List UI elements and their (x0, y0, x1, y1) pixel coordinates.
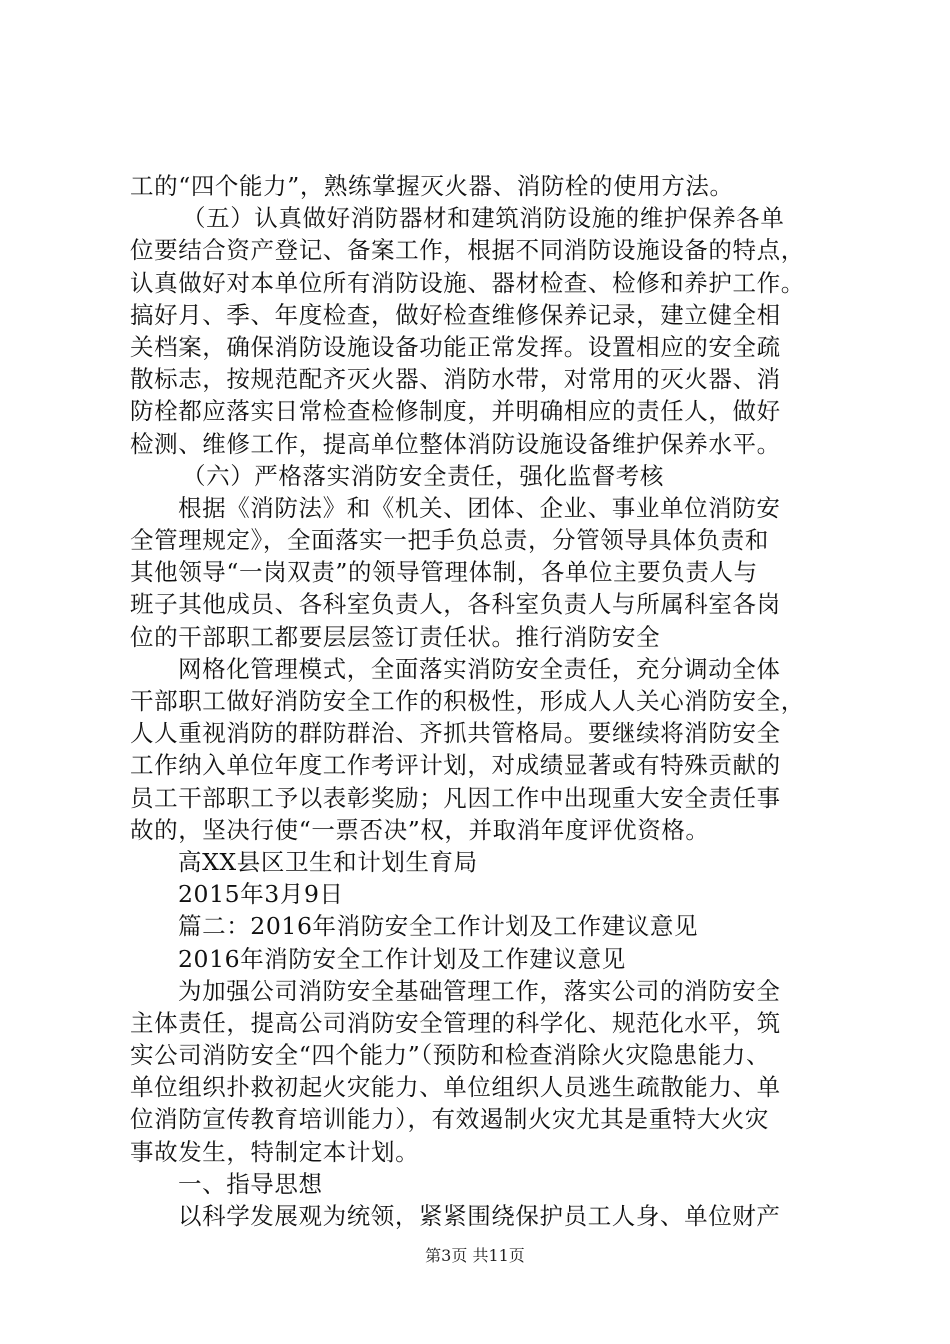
text-line: （五）认真做好消防器材和建筑消防设施的维护保养各单 (182, 204, 785, 233)
document-title: 2016年消防安全工作计划及工作建议意见 (178, 944, 626, 973)
text-line: 检测、维修工作，提高单位整体消防设施设备维护保养水平。 (130, 429, 781, 458)
text-line: 员工干部职工予以表彰奖励；凡因工作中出现重大安全责任事 (130, 783, 781, 812)
text-line: 故的，坚决行使“一票否决”权，并取消年度评优资格。 (130, 815, 710, 844)
text-line: 工作纳入单位年度工作考评计划，对成绩显著或有特殊贡献的 (130, 751, 781, 780)
text-line: 防栓都应落实日常检查检修制度，并明确相应的责任人，做好 (130, 397, 781, 426)
text-line: 干部职工做好消防安全工作的积极性，形成人人关心消防安全， (130, 687, 805, 715)
signature-organization: 高XX县区卫生和计划生育局 (178, 847, 478, 876)
text-line: 班子其他成员、各科室负责人，各科室负责人与所属科室各岗 (130, 590, 781, 619)
text-line: 根据《消防法》和《机关、团体、企业、事业单位消防安 (178, 493, 781, 522)
text-line: 搞好月、季、年度检查，做好检查维修保养记录，建立健全相 (130, 300, 781, 329)
chapter-title: 篇二：2016年消防安全工作计划及工作建议意见 (178, 912, 699, 941)
text-line: 位消防宣传教育培训能力），有效遏制火灾尤其是重特大火灾 (130, 1105, 769, 1134)
text-line: 关档案，确保消防设施设备功能正常发挥。设置相应的安全疏 (130, 332, 781, 361)
text-line: 认真做好对本单位所有消防设施、器材检查、检修和养护工作。 (130, 268, 805, 297)
page-number-footer: 第3页 共11页 (425, 1246, 525, 1265)
document-body (130, 170, 850, 1232)
text-line: 网格化管理模式，全面落实消防安全责任，充分调动全体 (178, 654, 781, 683)
signature-date: 2015年3月9日 (178, 880, 344, 909)
text-line: 主体责任，提高公司消防安全管理的科学化、规范化水平，筑 (130, 1008, 781, 1037)
text-line: 位的干部职工都要层层签订责任状。推行消防安全 (130, 622, 661, 651)
section-heading: （六）严格落实消防安全责任，强化监督考核 (182, 461, 664, 490)
text-line: 其他领导“一岗双责”的领导管理体制，各单位主要负责人与 (130, 558, 758, 587)
text-line: 全管理规定》，全面落实一把手负总责，分管领导具体负责和 (130, 526, 769, 555)
text-line: 散标志，按规范配齐灭火器、消防水带，对常用的灭火器、消 (130, 365, 781, 394)
section-heading: 一、指导思想 (178, 1169, 323, 1198)
text-line: 以科学发展观为统领，紧紧围绕保护员工人身、单位财产 (178, 1202, 781, 1230)
text-line: 位要结合资产登记、备案工作，根据不同消防设施设备的特点， (130, 236, 805, 265)
text-line: 事故发生，特制定本计划。 (130, 1137, 420, 1166)
text-line: 工的“四个能力”，熟练掌握灭火器、消防栓的使用方法。 (130, 172, 734, 200)
text-line: 单位组织扑救初起火灾能力、单位组织人员逃生疏散能力、单 (130, 1073, 781, 1102)
text-line: 人人重视消防的群防群治、齐抓共管格局。要继续将消防安全 (130, 719, 781, 748)
text-line: 为加强公司消防安全基础管理工作，落实公司的消防安全 (178, 976, 781, 1005)
text-line: 实公司消防安全“四个能力”（预防和检查消除火灾隐患能力、 (130, 1041, 771, 1070)
